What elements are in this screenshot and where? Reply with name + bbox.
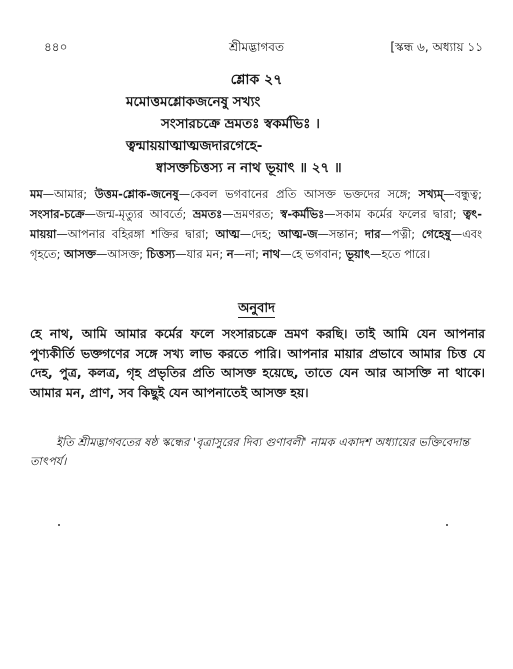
synonym-word: মম [30,187,43,201]
synonym-word: ভূয়াৎ [345,247,371,261]
verse-number: শ্লোক ২৭ [230,72,283,88]
synonym-meaning: হে ভগবান; [291,247,342,261]
synonym-meaning: আপনার বহিরঙ্গা শক্তির দ্বারা; [67,227,209,241]
synonym-word: উত্তম-শ্লোক-জনেষু [94,187,179,201]
scan-speck [58,524,60,526]
synonym-word: গেহেষু [421,227,451,241]
synonym-meaning: না; [245,247,259,261]
chapter-reference: [স্কন্ধ ৬, অধ্যায় ১১ [390,40,483,54]
synonym-meaning: পত্নী; [391,227,416,241]
book-title: শ্রীমদ্ভাগবত [228,40,284,54]
synonym-word: ভ্রমতঃ [192,207,223,221]
synonym-word: দার [364,227,381,241]
synonym-meaning: আসক্ত; [107,247,144,261]
verse-line: সংসারচক্রে ভ্রমতঃ স্বকর্মভিঃ । [161,116,320,132]
word-meanings: মম—আমার; উত্তম-শ্লোক-জনেষু—কেবল ভগবানের প্রতি আসক্ত ভক্তদের সঙ্গে; সখ্যম্—বন্ধুত্ব; সংসার-চক্রে—জন্ম-মৃত্যুর আবর্তে; ভ্রমতঃ—ভ্রমণরত; স্ব-কর্মভিঃ—সকাম কর্মের ফলের দ্বারা; ত্বৎ-মায়য়া—আপনার বহিরঙ্গা শক্তির দ্বারা; আত্ম—দেহ; আত্ম-জ—সন্তান; দার—পত্নী; গেহেষু—এবং গৃহতে; আসক্ত—আসক্ত; চিত্তস্য—যার মন; ন—না; নাথ—হে ভগবান; ভূয়াৎ—হতে পারে। [30,187,483,261]
synonym-meaning: ভ্রমণরত; [233,207,274,221]
verse-line: মমোত্তমশ্লোকজনেষু সখ্যং [126,94,261,110]
synonym-meaning: আমার; [54,187,88,201]
synonym-word: সখ্যম্ [418,187,444,201]
synonym-word: চিত্তস্য [146,247,176,261]
synonym-word: সংসার-চক্রে [30,207,85,221]
synonym-word: আত্ম [215,227,240,241]
verse-line: ষ্বাসক্তচিত্তস্য ন নাথ ভূয়াৎ ॥ ২৭ ॥ [156,160,342,176]
synonym-word: স্ব-কর্মভিঃ [280,207,325,221]
synonym-word: ন [226,247,234,261]
synonym-meaning: জন্ম-মৃত্যুর আবর্তে; [95,207,187,221]
page-number: ৪৪০ [44,40,68,54]
synonym-meaning: সকাম কর্মের ফলের দ্বারা; [335,207,457,221]
verse-line: ত্বন্মায়য়াত্মাত্মজদারগেহে- [126,138,263,154]
synonym-word: নাথ [262,247,281,261]
translation-heading: অনুবাদ [238,301,275,316]
synonym-word: ত্বৎ-মায়য়া [30,207,482,241]
synonym-meaning: সন্তান; [328,227,359,241]
translation-text: হে নাথ, আমি আমার কর্মের ফলে সংসারচক্রে ভ্রমণ করছি। তাই আমি যেন আপনার পুণ্যকীর্তি ভক্তগণের সঙ্গে সখ্য লাভ করতে পারি। আপনার মায়ার প্রভাবে আমার চিত্ত যে দেহ, পুত্র, কলত্র, গৃহ প্রভৃতির প্রতি আসক্ত হয়েছে, তাতে যেন আর আসক্তি না থাকে। আমার মন, প্রাণ, সব কিছুই যেন আপনাতেই আসক্ত হয়। [30,326,485,400]
synonym-meaning: কেবল ভগবানের প্রতি আসক্ত ভক্তদের সঙ্গে; [190,187,411,201]
synonym-word: আত্ম-জ [278,227,318,241]
synonym-meaning: দেহ; [251,227,272,241]
synonym-meaning: এবং গৃহতে; [30,227,483,261]
synonym-meaning: হতে পারে। [381,247,431,261]
synonym-word: আসক্ত [64,247,96,261]
chapter-closing-note: ইতি শ্রীমদ্ভাগবতের ষষ্ঠ স্কন্ধের 'বৃত্রাসুরের দিব্য গুণাবলী' নামক একাদশ অধ্যায়ের ভক্তিবেদান্ত তাৎপর্য। [30,435,470,468]
scan-speck [446,524,448,526]
synonym-meaning: বন্ধুত্ব; [454,187,482,201]
synonym-meaning: যার মন; [186,247,224,261]
